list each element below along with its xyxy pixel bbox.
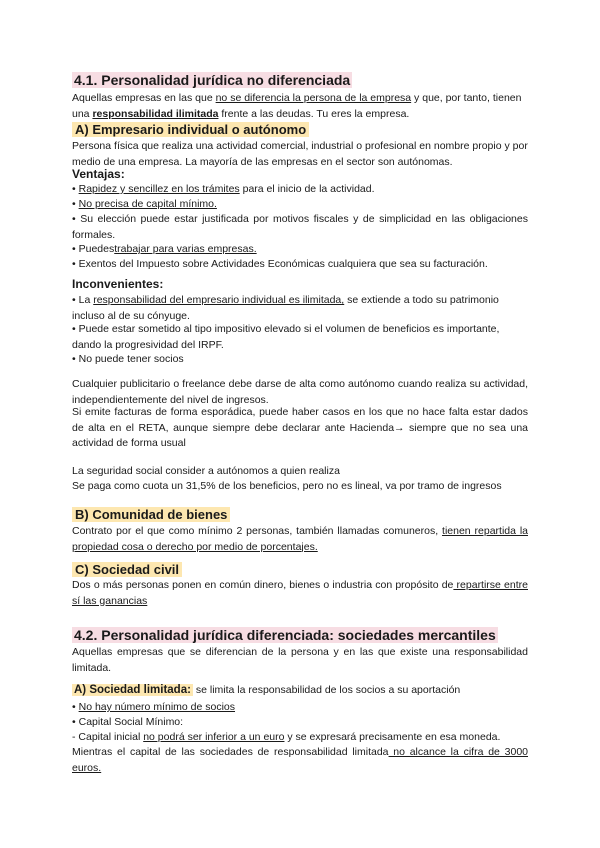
comunidad-title: B) Comunidad de bienes <box>72 507 230 522</box>
sl-bullet: • Capital Social Mínimo: <box>72 716 184 728</box>
cuota-line: Se paga como cuota un 31,5% de los beneficios, pero no es lineal, va por tramo de ingresos <box>72 480 502 492</box>
ventaja-item: • Rapidez y sencillez en los trámites para el inicio de la actividad. <box>72 183 375 195</box>
empresario-title: A) Empresario individual o autónomo <box>72 122 309 137</box>
comunidad-text: Contrato por el que como mínimo 2 personas, también llamadas comuneros, tienen repartida la propiedad cosa o derecho por medio de porcentajes. <box>72 525 528 553</box>
civil-title: C) Sociedad civil <box>72 562 182 577</box>
ventaja-item: • Exentos del Impuesto sobre Actividades Económicas cualquiera que sea su facturación. <box>72 258 488 270</box>
section-4-2-title: 4.2. Personalidad jurídica diferenciada: sociedades mercantiles <box>74 627 496 643</box>
sociedad-limitada-line: A) Sociedad limitada: se limita la responsabilidad de los socios a su aportación <box>74 684 461 696</box>
inconveniente-item: • No puede tener socios <box>72 353 184 365</box>
empresario-description: Persona física que realiza una actividad comercial, industrial o profesional en nombre propio y por medio de una empresa. La mayoría de las empresas en el sector son autónomas. <box>72 140 528 168</box>
seguridad-social-line: La seguridad social consider a autónomos a quien realiza <box>72 465 340 477</box>
sl-bullet: • No hay número mínimo de socios <box>72 701 236 713</box>
reta-paragraph: Si emite facturas de forma esporádica, puede haber casos en los que no hace falta estar dados de alta en el RETA, aunque siempre debe declarar ante Hacienda→ siempre que no sea una actividad de forma usual <box>72 406 528 449</box>
section-4-2-intro: Aquellas empresas que se diferencian de la persona y en las que existe una responsabilidad limitada. <box>72 646 528 674</box>
ventaja-item: • No precisa de capital mínimo. <box>72 198 217 210</box>
section-4-1-title: 4.1. Personalidad jurídica no diferenciada <box>74 72 351 88</box>
inconveniente-item: • Puede estar sometido al tipo impositivo elevado si el volumen de beneficios es importante, dando la progresividad del IRPF. <box>72 323 500 351</box>
section-4-2-heading <box>72 626 528 646</box>
ventajas-heading: Ventajas: <box>72 167 125 181</box>
inconveniente-item: • La responsabilidad del empresario individual es ilimitada, se extiende a todo su patrimonio incluso al de su cónyuge. <box>72 294 499 322</box>
inconvenientes-heading: Inconvenientes: <box>72 277 164 291</box>
empresario-heading <box>72 121 528 140</box>
section-4-1-heading <box>72 71 528 91</box>
autonomo-paragraph: Cualquier publicitario o freelance debe darse de alta como autónomo cuando realiza su actividad, independientemente del nivel de ingresos. <box>72 378 528 406</box>
sociedad-limitada-title: A) Sociedad limitada: <box>74 684 191 696</box>
comunidad-heading <box>72 506 528 525</box>
capital-inicial-line: - Capital inicial no podrá ser inferior a un euro y se expresará precisamente en esa moneda. <box>72 731 501 743</box>
capital-minimo-line: Mientras el capital de las sociedades de responsabilidad limitada no alcance la cifra de 3000 euros. <box>72 746 528 774</box>
civil-heading <box>72 561 528 580</box>
ventaja-item: • Puedestrabajar para varias empresas. <box>72 243 257 255</box>
section-4-1-intro: Aquellas empresas en las que no se diferencia la persona de la empresa y que, por tanto, tienen una responsabilidad ilimitada frente a las deudas. Tu eres la empresa. <box>72 92 522 120</box>
ventaja-item: • Su elección puede estar justificada por motivos fiscales y de simplicidad en las obligaciones formales. <box>72 213 528 241</box>
civil-text: Dos o más personas ponen en común dinero, bienes o industria con propósito de repartirse entre sí las ganancias <box>72 579 528 607</box>
